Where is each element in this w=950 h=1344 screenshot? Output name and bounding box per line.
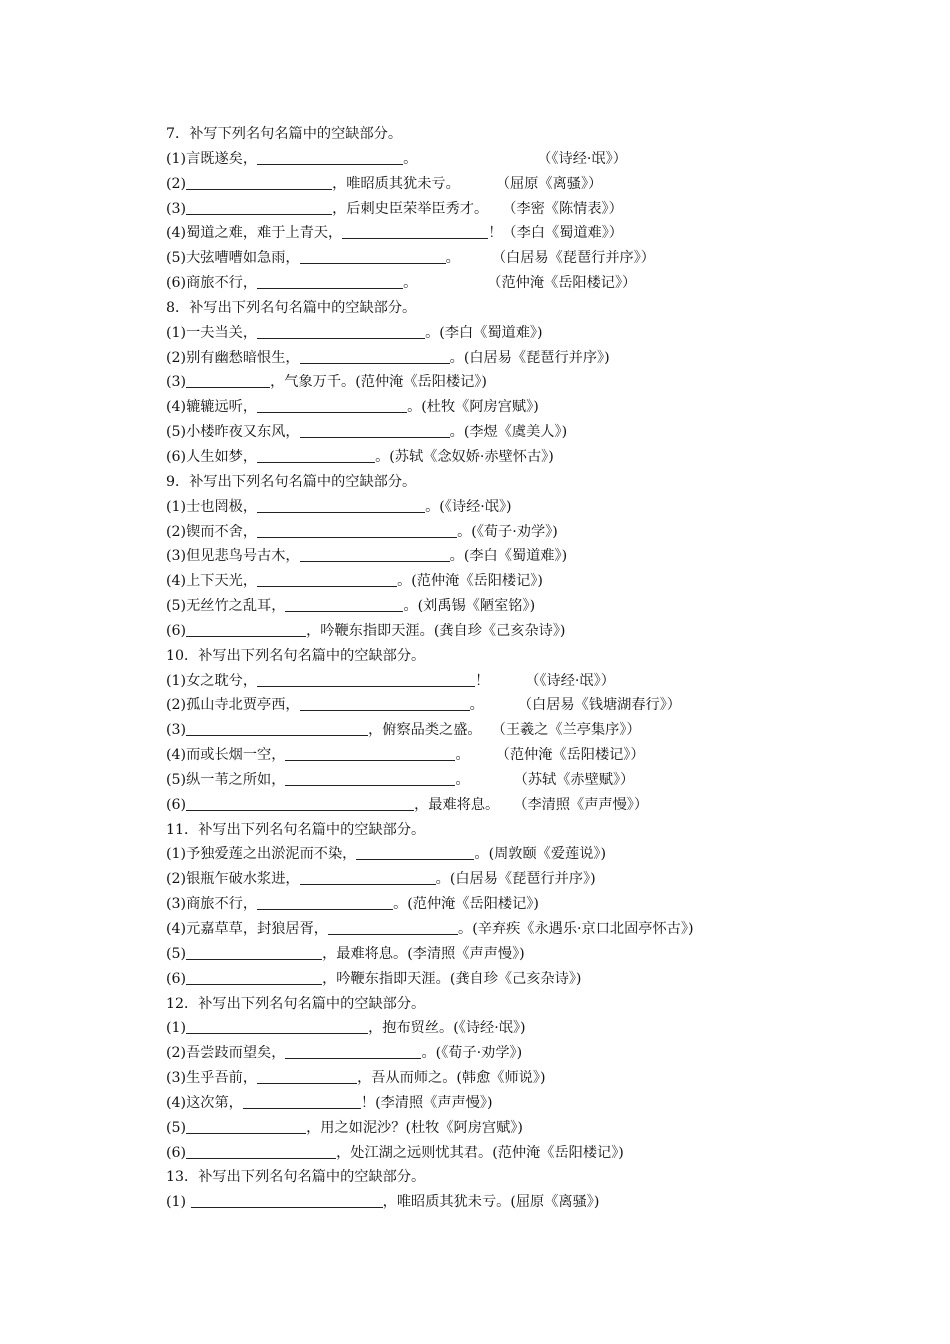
item-number: (4) [166,747,187,764]
source-citation: (苏轼《念奴娇·赤壁怀古》) [389,448,554,465]
source-citation: (李清照《声声慢》) [375,1094,493,1111]
question-line [166,221,806,246]
source-citation: (白居易《琵琶行并序》) [463,349,610,366]
prompt-text: 纵一苇之所如， [186,771,286,788]
question-line [166,1066,806,1091]
question-line [166,942,806,967]
prompt-text-after: 。 [458,921,473,937]
section-heading: 9．补写出下列名句名篇中的空缺部分。 [166,473,417,490]
item-number: (1) [166,846,187,863]
source-citation: (《荀子·劝学》) [471,523,558,540]
item-number: (5) [166,250,187,267]
answer-blank [257,570,397,587]
prompt-text: 但见悲鸟号古木， [186,548,300,565]
answer-blank [257,148,403,165]
item-number: (6) [166,1144,187,1161]
prompt-text: 言既遂矣， [186,150,258,167]
question-line [166,594,806,619]
source-citation: （白居易《琵琶行并序》） [491,250,655,267]
prompt-text-after: 。 [455,771,470,788]
question-line [166,346,806,371]
item-number: (3) [166,374,187,391]
item-number: (4) [166,573,187,590]
answer-blank [257,1067,357,1084]
prompt-text-after: 。 [449,548,464,565]
prompt-text-after: 。 [455,747,470,764]
answer-blank [186,719,368,736]
source-citation: （范仲淹《岳阳楼记》） [495,747,645,764]
prompt-text: 银瓶乍破水浆进， [186,871,300,888]
item-number: (1) [166,1194,187,1211]
item-number: (4) [166,225,187,242]
prompt-text: 辘辘远听， [186,399,258,416]
prompt-text-after: 。 [375,448,390,465]
answer-blank [186,1017,368,1034]
question-line [166,793,806,818]
source-citation: (《诗经·氓》) [453,1020,526,1037]
answer-blank [300,421,450,438]
question-line [166,619,806,644]
item-number: (6) [166,275,187,292]
answer-blank [356,843,474,860]
question-line [166,743,806,768]
answer-blank [300,694,470,711]
prompt-text-after: ，唯昭质其犹未亏。 [332,175,460,192]
source-citation: (韩愈《师说》) [456,1070,546,1087]
question-line [166,520,806,545]
answer-blank [186,1142,336,1159]
prompt-text: 大弦嘈嘈如急雨， [186,250,300,267]
prompt-text-after: 。 [449,424,464,441]
question-line [166,370,806,395]
answer-blank [300,247,446,264]
source-citation: （《诗经·氓》） [537,150,627,167]
prompt-text: 蜀道之难，难于上青天， [186,225,343,242]
source-citation: (李白《蜀道难》) [439,324,543,341]
answer-blank [300,545,450,562]
answer-blank [342,222,488,239]
source-citation: (范仲淹《岳阳楼记》) [407,896,539,913]
item-number: (2) [166,871,187,888]
prompt-text-after: ，俯察品类之盛。 [368,722,482,739]
item-number: (5) [166,424,187,441]
item-number: (2) [166,349,187,366]
answer-blank [257,496,425,513]
item-number: (3) [166,722,187,739]
source-citation: (辛弃疾《永遇乐·京口北固亭怀古》) [472,921,694,937]
item-number: (3) [166,896,187,913]
question-line [166,495,806,520]
prompt-text: 无丝竹之乱耳， [186,598,286,615]
source-citation: (范仲淹《岳阳楼记》) [355,374,487,391]
source-citation: （范仲淹《岳阳楼记》） [487,275,637,292]
prompt-text: 小楼昨夜又东风， [186,424,300,441]
question-line [166,842,806,867]
section-heading: 10．补写出下列名句名篇中的空缺部分。 [166,647,426,664]
item-number: (3) [166,200,187,217]
prompt-text: 吾尝跂而望矣， [186,1045,286,1062]
answer-blank [257,396,407,413]
question-line [166,395,806,420]
source-citation: (白居易《琵琶行并序》) [449,871,596,888]
question-line [166,768,806,793]
item-number: (1) [166,498,187,515]
prompt-text-after: ，气象万千。 [270,374,356,391]
question-line [166,1016,806,1041]
section-heading: 8．补写出下列名句名篇中的空缺部分。 [166,299,417,316]
source-citation: (杜牧《阿房宫赋》) [405,1119,523,1136]
source-citation: （王羲之《兰亭集序》） [491,722,641,739]
source-citation: (李煜《虞美人》) [463,424,568,441]
prompt-text-after: 。 [403,275,418,292]
prompt-text: 女之耽兮， [186,672,258,689]
prompt-text-after: 。 [435,871,450,888]
prompt-text-after: 。 [474,846,489,863]
question-line [166,718,806,743]
question-line [166,917,806,942]
answer-blank [285,1042,421,1059]
item-number: (6) [166,970,187,987]
prompt-text: 士也罔极， [186,498,258,515]
answer-blank [257,322,425,339]
answer-blank [257,893,393,910]
item-number: (1) [166,672,187,689]
source-citation: （李白《蜀道难》） [502,225,623,242]
prompt-text-after: ！ [360,1094,376,1111]
answer-blank [186,1117,306,1134]
prompt-text-after: ，唯昭质其犹未亏。 [382,1194,511,1211]
question-line [166,1041,806,1066]
question-line [166,544,806,569]
prompt-text: 孤山寺北贾亭西， [186,697,300,714]
prompt-text: 一夫当关， [186,324,258,341]
question-line [166,892,806,917]
answer-blank [285,769,455,786]
item-number: (5) [166,771,187,788]
prompt-text-after: 。 [457,523,472,540]
answer-blank [328,918,458,935]
source-citation: (刘禹锡《陋室铭》) [417,598,536,615]
prompt-text-after: ，用之如泥沙？ [306,1119,406,1136]
answer-blank [186,794,414,811]
prompt-text-after: ，处江湖之远则忧其君。 [336,1144,493,1161]
answer-blank [257,670,475,687]
question-line [166,420,806,445]
source-citation: （李密《陈情表》） [502,200,623,217]
prompt-text-after: 。 [421,1045,436,1062]
question-line [166,669,806,694]
source-citation: （白居易《钱塘湖春行》） [517,697,681,714]
prompt-text: 商旅不行， [186,896,258,913]
question-line [166,246,806,271]
answer-blank [257,521,457,538]
item-number: (3) [166,1070,187,1087]
prompt-text-after: 。 [469,697,484,714]
prompt-text-after: 。 [403,150,418,167]
prompt-text-after: 。 [393,896,408,913]
section-heading: 11．补写出下列名句名篇中的空缺部分。 [166,821,426,838]
prompt-text: 别有幽愁暗恨生， [186,349,300,366]
item-number: (5) [166,1119,187,1136]
source-citation: (龚自珍《己亥杂诗》) [449,970,582,987]
item-number: (6) [166,796,187,813]
prompt-text-after: 。 [449,349,464,366]
item-number: (2) [166,1045,187,1062]
prompt-text-after: ，吾从而师之。 [357,1070,457,1087]
prompt-text: 予独爱莲之出淤泥而不染， [186,846,357,863]
question-line [166,147,806,172]
item-number: (4) [166,399,187,416]
question-line [166,693,806,718]
source-citation: (《诗经·氓》) [439,498,512,515]
prompt-text: 元嘉草草，封狼居胥， [186,921,328,937]
source-citation: (周敦颐《爱莲说》) [488,846,607,863]
answer-blank [285,744,455,761]
item-number: (6) [166,448,187,465]
source-citation: （《诗经·氓》） [525,672,615,689]
section-heading: 13．补写出下列名句名篇中的空缺部分。 [166,1169,426,1186]
source-citation: (龚自珍《己亥杂诗》) [433,622,566,639]
prompt-text: 而或长烟一空， [186,747,286,764]
prompt-text: 商旅不行， [186,275,258,292]
prompt-text-after: ，最难将息。 [322,945,408,962]
question-line [166,1116,806,1141]
source-citation: (杜牧《阿房宫赋》) [421,399,539,416]
answer-blank [257,272,403,289]
prompt-text-after: 。 [445,250,460,267]
section-heading: 12．补写出下列名句名篇中的空缺部分。 [166,995,426,1012]
prompt-text: 生乎吾前， [186,1070,258,1087]
prompt-text: 人生如梦， [186,448,258,465]
item-number: (4) [166,921,187,937]
answer-blank [243,1092,361,1109]
question-line [166,445,806,470]
answer-blank [191,1191,383,1208]
prompt-text-after: ，最难将息。 [414,796,500,813]
prompt-text-after: 。 [407,399,422,416]
prompt-text-after: 。 [403,598,418,615]
question-line [166,867,806,892]
answer-blank [186,198,332,215]
source-citation: （李清照《声声慢》） [513,796,649,813]
source-citation: （苏轼《赤壁赋》） [513,771,635,788]
prompt-text-after: 。 [425,324,440,341]
answer-blank [186,620,306,637]
prompt-text-after: ，吟鞭东指即天涯。 [322,970,450,987]
item-number: (5) [166,945,187,962]
item-number: (3) [166,548,187,565]
question-line [166,271,806,296]
source-citation: (李清照《声声慢》) [407,945,525,962]
prompt-text-after: ，抱布贸丝。 [368,1020,454,1037]
item-number: (6) [166,622,187,639]
item-number: (1) [166,150,187,167]
document-body [166,122,806,1215]
prompt-text: 上下天光， [186,573,258,590]
item-number: (2) [166,697,187,714]
item-number: (4) [166,1094,187,1111]
source-citation: (范仲淹《岳阳楼记》) [411,573,543,590]
question-line [166,569,806,594]
question-line [166,967,806,992]
prompt-text-after: ！ [475,672,490,689]
source-citation: (《荀子·劝学》) [435,1045,523,1062]
question-line [166,1141,806,1166]
answer-blank [186,943,322,960]
prompt-text-after: 。 [425,498,440,515]
question-line [166,1190,806,1215]
answer-blank [300,347,450,364]
item-number: (2) [166,175,187,192]
answer-blank [186,371,270,388]
source-citation: （屈原《离骚》） [495,175,603,192]
prompt-text-after: 。 [397,573,412,590]
item-number: (1) [166,1020,187,1037]
answer-blank [300,868,436,885]
prompt-text-after: ，后刺史臣荣举臣秀才。 [332,200,489,217]
prompt-text-after: ，吟鞭东指即天涯。 [306,622,434,639]
question-line [166,172,806,197]
item-number: (1) [166,324,187,341]
answer-blank [186,173,332,190]
source-citation: (李白《蜀道难》) [463,548,568,565]
section-heading: 7．补写下列名句名篇中的空缺部分。 [166,126,403,142]
source-citation: (范仲淹《岳阳楼记》) [492,1144,624,1161]
question-line [166,1091,806,1116]
answer-blank [257,446,375,463]
prompt-text: 锲而不舍， [186,523,258,540]
question-line [166,197,806,222]
source-citation: (屈原《离骚》) [510,1194,600,1211]
prompt-text: 这次第， [186,1094,243,1111]
prompt-text-after: ！ [488,225,503,242]
item-number: (5) [166,598,187,615]
answer-blank [285,595,403,612]
question-line [166,321,806,346]
answer-blank [186,968,322,985]
item-number: (2) [166,523,187,540]
